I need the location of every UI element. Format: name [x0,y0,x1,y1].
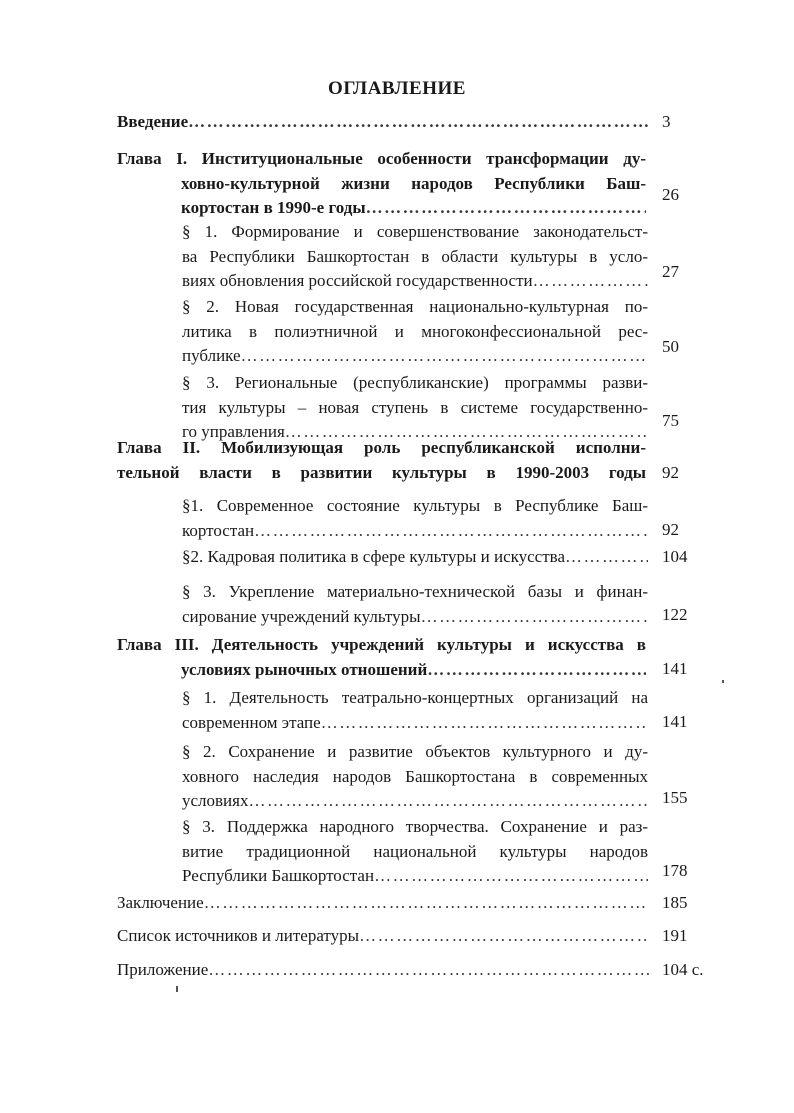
toc-entry-section-2-1[interactable] [182,494,648,543]
toc-page-number: 92 [662,520,679,539]
toc-entry-line: виях обновления российской государственности [182,271,533,290]
toc-page-number: 155 [662,788,688,807]
toc-entry-section-1-3[interactable] [182,371,648,445]
toc-entry-line: современном этапе [182,712,321,732]
toc-entry-line: Республики Башкортостан [182,866,375,885]
toc-entry-appendix[interactable] [117,958,649,983]
toc-entry-line: сирование учреждений культуры [182,606,421,626]
toc-entry-section-3-3[interactable] [182,815,648,889]
leader-dots [208,958,649,983]
toc-page-number: 141 [662,712,688,731]
leader-dots [321,711,648,736]
toc-entry-line: § 3. Поддержка народного творчества. Сохранение и раз- [182,817,648,836]
toc-entry-line: Глава II. Мобилизующая роль республиканской исполни- [117,438,646,457]
toc-entry-line: §1. Современное состояние культуры в Республике Баш- [182,496,648,515]
toc-entry-line: ховного наследия народов Башкортостана в современных [182,766,648,786]
toc-page-number: 75 [662,411,679,430]
toc-entry-line: условиях рыночных отношений [181,659,428,679]
toc-entry-section-2-2[interactable] [182,545,648,570]
leader-dots [533,269,648,294]
toc-entry-intro[interactable] [117,110,649,135]
toc-entry-line: § 3. Укрепление материально-технической базы и финан- [182,582,648,601]
toc-entry-line: §2. Кадровая политика в сфере культуры и искусства [182,547,566,566]
scan-speck [722,680,724,683]
toc-page-number: 122 [662,605,688,624]
toc-entry-line: Глава I. Институциональные особенности трансформации ду- [117,149,646,168]
toc-page-number: 141 [662,659,688,678]
toc-entry-conclusion[interactable] [117,891,649,916]
toc-entry-line: условиях [182,791,249,810]
toc-entry-title: Заключение [117,893,204,912]
leader-dots [374,864,648,889]
toc-page-number: 3 [662,112,671,131]
toc-entry-section-3-1[interactable] [182,686,648,735]
toc-entry-line: литика в полиэтничной и многоконфессиональной рес- [182,321,648,341]
leader-dots [427,658,646,683]
toc-entry-section-1-2[interactable] [182,295,648,369]
toc-entry-line: § 1. Деятельность театрально-концертных организаций на [182,688,648,707]
toc-page-number: 191 [662,926,688,945]
toc-page-number: 178 [662,861,688,880]
toc-entry-line: ховно-культурной жизни народов Республики Баш- [181,173,646,193]
toc-page-number: 26 [662,185,679,204]
toc-entry-line: § 2. Сохранение и развитие объектов культурного и ду- [182,742,648,761]
toc-page-number: 104 [662,547,688,566]
toc-entry-sources[interactable] [117,924,649,949]
toc-entry-title: Приложение [117,960,209,979]
leader-dots [248,789,648,814]
toc-entry-chapter-2[interactable] [117,436,646,485]
leader-dots [204,891,649,916]
toc-entry-title: Список источников и литературы [117,926,360,945]
toc-entry-line: тия культуры – новая ступень в системе государственно- [182,397,648,417]
toc-entry-section-3-2[interactable] [182,740,648,814]
toc-entry-line: § 2. Новая государственная национально-культурная по- [182,297,648,316]
toc-entry-line: ва Республики Башкортостан в области культуры в усло- [182,246,648,266]
toc-entry-line: кортостан [182,520,255,540]
leader-dots [565,545,648,570]
leader-dots [241,344,648,369]
leader-dots [359,924,649,949]
toc-entry-line: § 3. Региональные (республиканские) программы разви- [182,373,648,392]
page-title: ОГЛАВЛЕНИЕ [328,78,466,99]
leader-dots [188,110,649,135]
toc-entry-line: публике [182,346,241,365]
scan-speck [176,986,178,992]
toc-entry-chapter-3[interactable] [117,633,646,682]
toc-page-number: 104 с. [662,960,704,979]
toc-entry-line: витие традиционной национальной культуры народов [182,841,648,861]
toc-entry-line: кортостан в 1990-е годы [181,198,366,217]
toc-entry-line: Глава III. Деятельность учреждений культуры и искусства в [117,635,646,654]
toc-entry-title: Введение [117,112,189,131]
toc-page-number: 185 [662,893,688,912]
toc-entry-line: тельной власти в развитии культуры в 1990-2003 годы [117,462,646,482]
toc-page-number: 92 [662,463,679,482]
toc-entry-line: § 1. Формирование и совершенствование законодательст- [182,222,648,241]
toc-page-number: 27 [662,262,679,281]
leader-dots [366,196,646,221]
toc-page-number: 50 [662,337,679,356]
leader-dots [421,605,648,630]
toc-entry-section-2-3[interactable] [182,580,648,629]
toc-entry-chapter-1[interactable] [117,147,646,221]
leader-dots [254,519,648,544]
toc-entry-section-1-1[interactable] [182,220,648,294]
toc-entry-line: го управления [182,422,285,441]
